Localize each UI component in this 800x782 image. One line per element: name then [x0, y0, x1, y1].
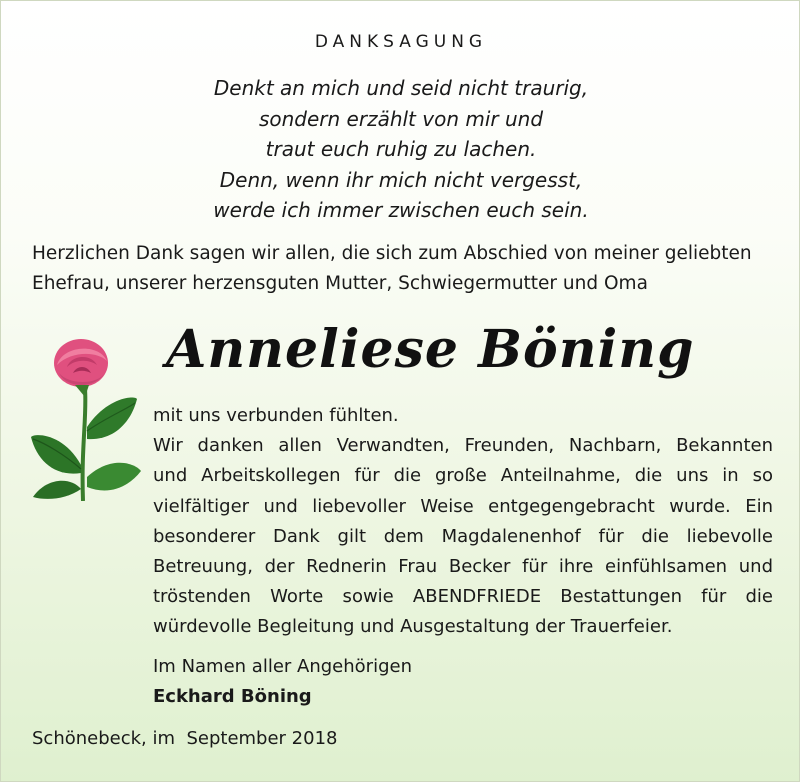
intro-line: Herzlichen Dank sagen wir allen, die sich zum Abschied von meiner geliebten	[32, 243, 752, 264]
signature-block	[153, 652, 412, 712]
body-line: und Arbeitskollegen für die große Anteilnahme, die uns in so	[153, 465, 773, 487]
pink-rose-icon	[27, 337, 143, 501]
body-line: mit uns verbunden fühlten.	[153, 405, 399, 426]
body-line: würdevolle Begleitung und Ausgestaltung der Trauerfeier.	[153, 616, 673, 638]
body-line: Wir danken allen Verwandten, Freunden, Nachbarn, Bekannten	[153, 435, 773, 457]
closing-line: Im Namen aller Angehörigen	[153, 656, 412, 677]
body-line: vielfältiger und liebevoller Weise entgegengebracht wurde. Ein	[153, 495, 773, 517]
poem-line: werde ich immer zwischen euch sein.	[213, 198, 589, 222]
notice-heading: DANKSAGUNG	[314, 32, 488, 52]
body-line: tröstenden Worte sowie ABENDFRIEDE Bestattungen für die	[153, 586, 773, 608]
body-line: besonderer Dank gilt dem Magdalenenhof für die liebevolle	[153, 525, 773, 547]
poem-line: Denn, wenn ihr mich nicht vergesst,	[219, 167, 583, 192]
poem-line: sondern erzählt von mir und	[258, 106, 544, 131]
poem-line: traut euch ruhig zu lachen.	[265, 137, 537, 161]
deceased-name: Anneliese Böning	[166, 319, 695, 380]
signer-name: Eckhard Böning	[153, 686, 312, 707]
poem	[1, 73, 800, 226]
place-date: Schönebeck, im September 2018	[32, 728, 338, 749]
intro-line: Ehefrau, unserer herzensguten Mutter, Schwiegermutter und Oma	[32, 273, 648, 294]
body-line: Betreuung, der Rednerin Frau Becker für ihre einfühlsamen und	[153, 556, 773, 578]
body-text	[153, 401, 773, 643]
intro-text	[32, 239, 777, 299]
poem-line: Denkt an mich und seid nicht traurig,	[213, 76, 589, 100]
